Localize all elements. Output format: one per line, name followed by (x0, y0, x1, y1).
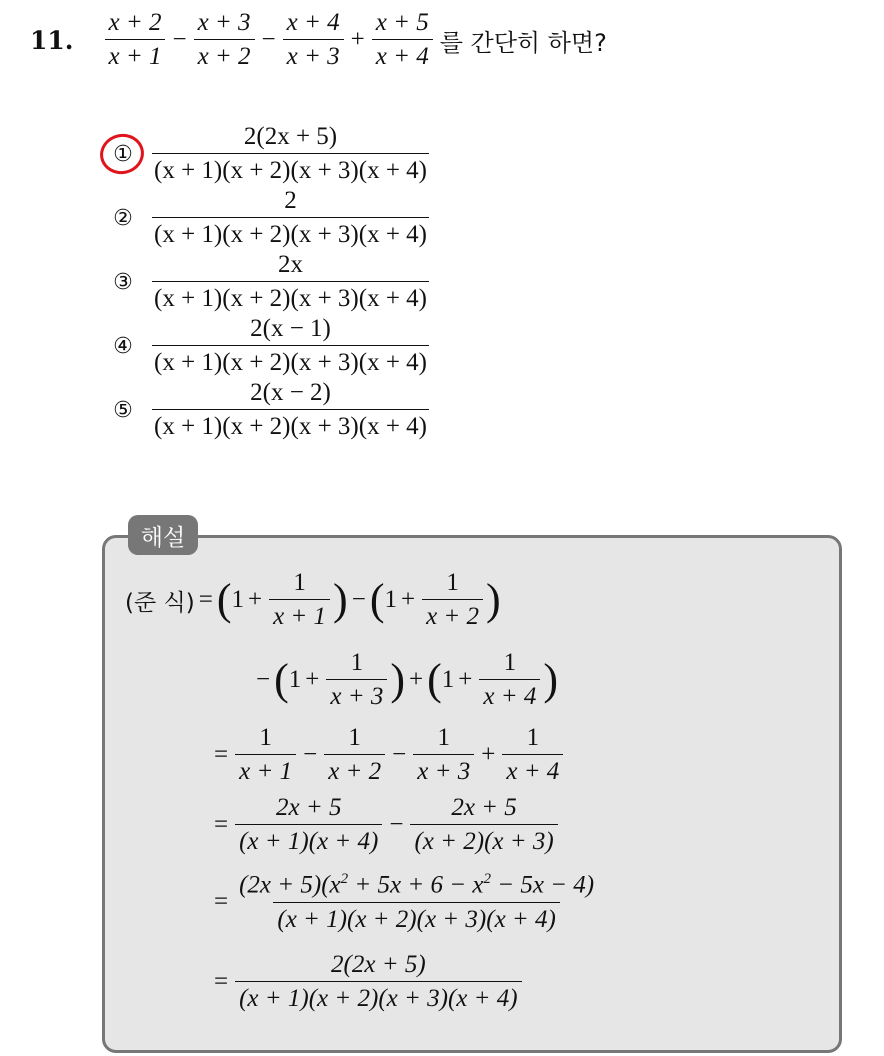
question-prompt: 를 간단히 하면? (439, 28, 607, 57)
fraction (269, 570, 330, 631)
denominator: (x + 1)(x + 2)(x + 3)(x + 4) (273, 902, 559, 933)
operator: − (351, 586, 366, 614)
choice-marker (108, 270, 138, 295)
operator: − (303, 741, 318, 769)
solution-line-5 (210, 872, 601, 933)
equals: = (214, 811, 229, 839)
denominator: x + 1 (235, 754, 296, 785)
term-3-denominator: x + 3 (283, 39, 344, 70)
choice-fraction (152, 124, 429, 185)
choice-denominator: (x + 1)(x + 2)(x + 3)(x + 4) (152, 345, 429, 376)
fraction (235, 725, 296, 786)
choice-numerator: 2(x − 2) (250, 378, 331, 406)
numerator (235, 872, 598, 902)
operator: + (458, 666, 473, 694)
operator: + (400, 586, 416, 614)
paren: ( (216, 575, 232, 625)
choice-marker (108, 334, 138, 359)
choice-4[interactable] (108, 314, 429, 378)
numerator: 1 (350, 649, 364, 676)
choice-fraction (152, 188, 429, 249)
choice-marker (108, 398, 138, 423)
choice-denominator: (x + 1)(x + 2)(x + 3)(x + 4) (152, 281, 429, 312)
numerator: 1 (293, 569, 306, 596)
numerator: 2x + 5 (275, 794, 342, 821)
term-2-denominator: x + 2 (194, 39, 255, 70)
numerator: 1 (446, 569, 459, 596)
numerator: 1 (526, 724, 540, 751)
choice-denominator: (x + 1)(x + 2)(x + 3)(x + 4) (152, 153, 429, 184)
question-line (30, 10, 607, 71)
operator: − (172, 26, 187, 54)
answer-circle-icon (96, 129, 147, 177)
question-number: 11. (30, 25, 74, 55)
numerator-part: − 5x − 4) (490, 871, 595, 899)
choice-number: ⑤ (113, 397, 133, 423)
choice-marker (108, 206, 138, 231)
paren: ) (333, 575, 348, 625)
paren: ( (369, 575, 385, 625)
question-term-4 (372, 10, 433, 71)
choice-5[interactable] (108, 378, 429, 442)
denominator: x + 4 (479, 679, 540, 710)
choice-numerator: 2(2x + 5) (243, 122, 338, 150)
fraction (235, 872, 598, 933)
choice-number: ② (113, 205, 133, 231)
operator: + (247, 586, 263, 614)
paren: ( (427, 655, 442, 705)
numerator: 2x + 5 (451, 794, 517, 821)
denominator: x + 4 (502, 754, 563, 785)
paren: ) (486, 575, 501, 625)
choice-fraction (152, 380, 429, 441)
question-term-1 (105, 10, 166, 71)
equals: = (214, 741, 229, 769)
equals: = (198, 586, 213, 614)
fraction (479, 650, 540, 711)
one: 1 (231, 586, 244, 614)
equals: = (214, 888, 229, 916)
choice-marker (108, 142, 138, 167)
solution-tag: 해설 (128, 515, 198, 555)
paren: ( (274, 655, 289, 705)
operator: − (389, 811, 404, 839)
one: 1 (288, 666, 302, 694)
operator: + (481, 741, 496, 769)
operator: − (392, 741, 407, 769)
fraction (235, 952, 521, 1013)
paren: ) (390, 655, 405, 705)
choice-numerator: 2(x − 1) (250, 314, 331, 342)
numerator-part: (2x + 5)(x (239, 871, 341, 899)
denominator: (x + 1)(x + 4) (235, 824, 382, 855)
operator: − (261, 26, 276, 54)
choice-number: ③ (113, 269, 133, 295)
choice-fraction (152, 252, 429, 313)
solution-lhs: (준 식) (125, 589, 195, 616)
fraction (410, 795, 557, 856)
numerator-part: + 5x + 6 − x (348, 871, 484, 899)
equals: = (214, 968, 229, 996)
solution-line-6 (210, 952, 525, 1013)
denominator: (x + 1)(x + 2)(x + 3)(x + 4) (235, 981, 521, 1012)
denominator: x + 1 (269, 599, 330, 630)
choice-2[interactable] (108, 186, 429, 250)
choice-3[interactable] (108, 250, 429, 314)
denominator: x + 3 (413, 754, 474, 785)
operator: + (350, 26, 365, 54)
numerator: 2(2x + 5) (331, 951, 426, 978)
operator: + (305, 666, 320, 694)
choice-numerator: 2 (284, 186, 297, 214)
solution-line-3 (210, 725, 566, 786)
choice-number: ① (113, 141, 133, 167)
choice-1[interactable] (108, 122, 429, 186)
denominator: (x + 2)(x + 3) (410, 824, 557, 855)
term-3-numerator: x + 4 (286, 9, 340, 36)
solution-line-1 (125, 570, 501, 631)
one: 1 (441, 666, 455, 694)
term-1-denominator: x + 1 (105, 39, 166, 70)
numerator: 1 (437, 724, 450, 751)
solution-line-4 (210, 795, 561, 856)
operator: + (409, 666, 424, 694)
question-term-3 (283, 10, 344, 71)
exponent: 2 (340, 871, 349, 887)
fraction (502, 725, 563, 786)
choice-denominator: (x + 1)(x + 2)(x + 3)(x + 4) (152, 217, 429, 248)
denominator: x + 2 (324, 754, 385, 785)
numerator: 1 (348, 724, 361, 751)
question-term-2 (194, 10, 255, 71)
solution-line-2 (252, 650, 558, 711)
denominator: x + 3 (326, 679, 387, 710)
choice-denominator: (x + 1)(x + 2)(x + 3)(x + 4) (152, 409, 429, 440)
fraction (413, 725, 474, 786)
numerator: 1 (503, 649, 517, 676)
term-2-numerator: x + 3 (197, 9, 251, 36)
answer-choices (108, 122, 429, 442)
choice-number: ④ (113, 333, 133, 359)
choice-fraction (152, 316, 429, 377)
choice-numerator: 2x (278, 250, 303, 278)
exponent: 2 (483, 871, 491, 887)
paren: ) (543, 655, 558, 705)
term-4-denominator: x + 4 (372, 39, 433, 70)
fraction (422, 570, 483, 631)
fraction (326, 650, 387, 711)
term-4-numerator: x + 5 (375, 9, 429, 36)
denominator: x + 2 (422, 599, 483, 630)
operator: − (256, 666, 271, 694)
term-1-numerator: x + 2 (108, 9, 162, 36)
numerator: 1 (259, 724, 272, 751)
one: 1 (384, 586, 397, 614)
fraction (235, 795, 382, 856)
fraction (324, 725, 385, 786)
